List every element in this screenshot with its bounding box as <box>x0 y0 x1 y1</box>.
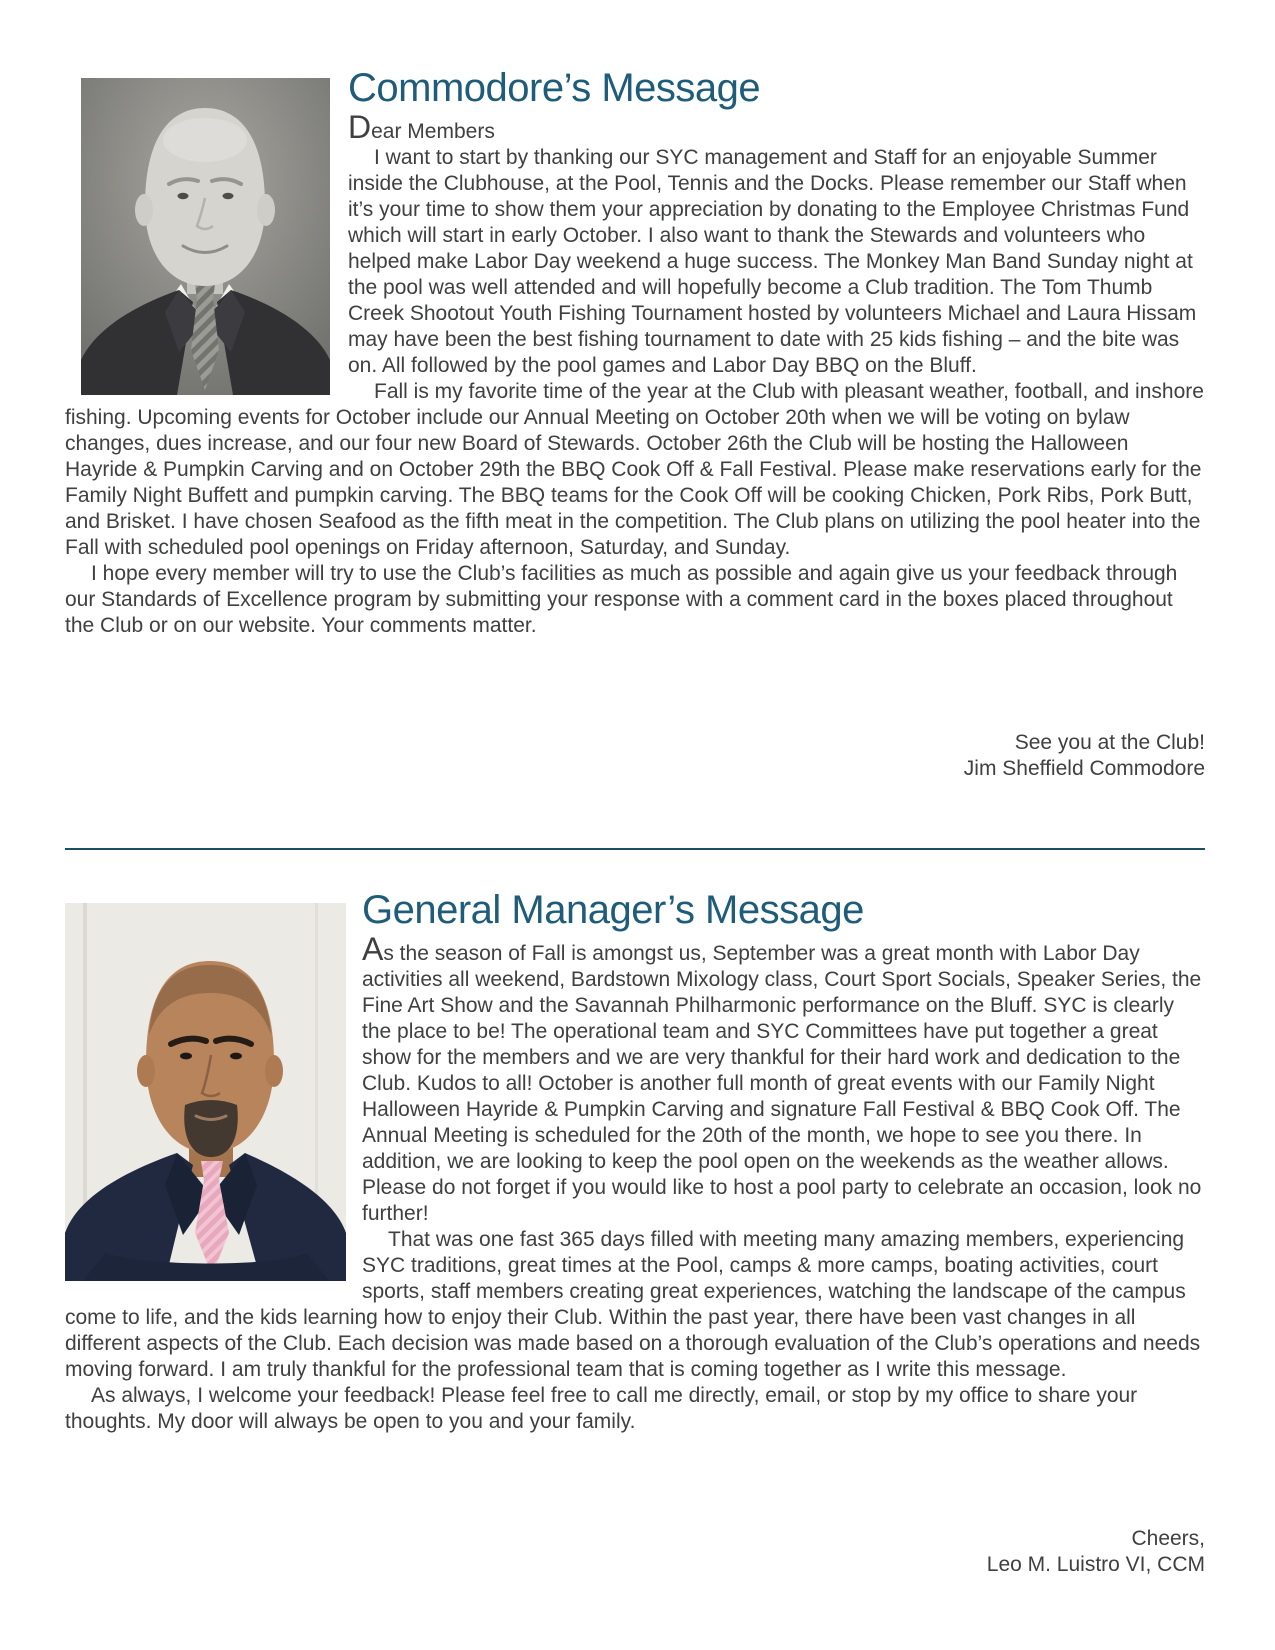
general-manager-portrait-illustration <box>65 903 346 1281</box>
gm-paragraph-2: That was one fast 365 days filled with meeting many amazing members, experiencing SYC traditions, great times at the Pool, camps & more camps, boating activities, court sports, staff members creating great experiences, watching the landscape of the campus come to life, and the kids learning how to enjoy their Club. Within the past year, there have been vast changes in all different aspects of the Club. Each decision was made based on a thorough evaluation of the Club’s operations and needs moving forward. I am truly thankful for the professional team that is coming together as I write this message. <box>65 1228 1201 1381</box>
gm-lead-text: s the season of Fall is amongst us, September was a great month with Labor Day activities all weekend, Bardstown Mixology class, Court Sport Socials, Speaker Series, the Fine Art Show and the Savannah Philharmonic performance on the Bluff. SYC is clearly the place to be! The operational team and SYC Committees have put together a great show for the members and we are very thankful for their hard work and dedication to the Club. Kudos to all! October is another full month of great events with our Family Night Halloween Hayride & Pumpkin Carving and signature Fall Festival & BBQ Cook Off. The Annual Meeting is scheduled for the 20th of the month, we hope to see you there. In addition, we are looking to keep the pool open on the weekends as the weather allows. Please do not forget if you would like to host a pool party to celebrate an occasion, look no further! <box>362 942 1202 1225</box>
general-manager-portrait-photo <box>65 903 346 1281</box>
commodore-title: Commodore’s Message <box>348 66 761 110</box>
commodore-signoff <box>964 730 1205 782</box>
section-divider <box>65 848 1205 850</box>
salutation-drop-cap: D <box>348 109 372 145</box>
general-manager-message-section <box>65 888 1205 1576</box>
salutation-text: ear Members <box>371 120 495 143</box>
commodore-signoff-line-2: Jim Sheffield Commodore <box>963 757 1205 780</box>
commodore-signoff-line-1: See you at the Club! <box>1014 731 1205 754</box>
gm-signoff-line-2: Leo M. Luistro VI, CCM <box>986 1553 1205 1576</box>
gm-paragraph-3: As always, I welcome your feedback! Please feel free to call me directly, email, or stop by my office to share your thoughts. My door will always be open to you and your family. <box>65 1384 1138 1433</box>
gm-signoff <box>987 1526 1205 1578</box>
commodore-message-section <box>65 66 1205 780</box>
gm-signoff-line-1: Cheers, <box>1131 1527 1205 1550</box>
commodore-portrait-illustration <box>81 78 330 395</box>
commodore-paragraph-2: Fall is my favorite time of the year at the Club with pleasant weather, football, and inshore fishing. Upcoming events for October include our Annual Meeting on October 20th when we will be voting on bylaw changes, dues increase, and our four new Board of Stewards. October 26th the Club will be hosting the Halloween Hayride & Pumpkin Carving and on October 29th the BBQ Cook Off & Fall Festival. Please make reservations early for the Family Night Buffett and pumpkin carving. The BBQ teams for the Cook Off will be cooking Chicken, Pork Ribs, Pork Butt, and Brisket. I have chosen Seafood as the fifth meat in the competition. The Club plans on utilizing the pool heater into the Fall with scheduled pool openings on Friday afternoon, Saturday, and Sunday. <box>65 380 1204 559</box>
commodore-portrait-photo <box>81 78 330 395</box>
commodore-paragraph-3: I hope every member will try to use the Club’s facilities as much as possible and again give us your feedback through our Standards of Excellence program by submitting your response with a comment card in the boxes placed throughout the Club or on our website. Your comments matter. <box>65 562 1178 637</box>
commodore-paragraph-1: I want to start by thanking our SYC management and Staff for an enjoyable Summer inside the Clubhouse, at the Pool, Tennis and the Docks. Please remember our Staff when it’s your time to show them your appreciation by donating to the Employee Christmas Fund which will start in early October. I also want to thank the Stewards and volunteers who helped make Labor Day weekend a huge success. The Monkey Man Band Sunday night at the pool was well attended and will hopefully become a Club tradition. The Tom Thumb Creek Shootout Youth Fishing Tournament hosted by volunteers Michael and Laura Hissam may have been the best fishing tournament to date with 25 kids fishing – and the bite was on. All followed by the pool games and Labor Day BBQ on the Bluff. <box>348 146 1197 377</box>
gm-drop-cap: A <box>362 931 384 967</box>
general-manager-title: General Manager’s Message <box>362 888 864 932</box>
